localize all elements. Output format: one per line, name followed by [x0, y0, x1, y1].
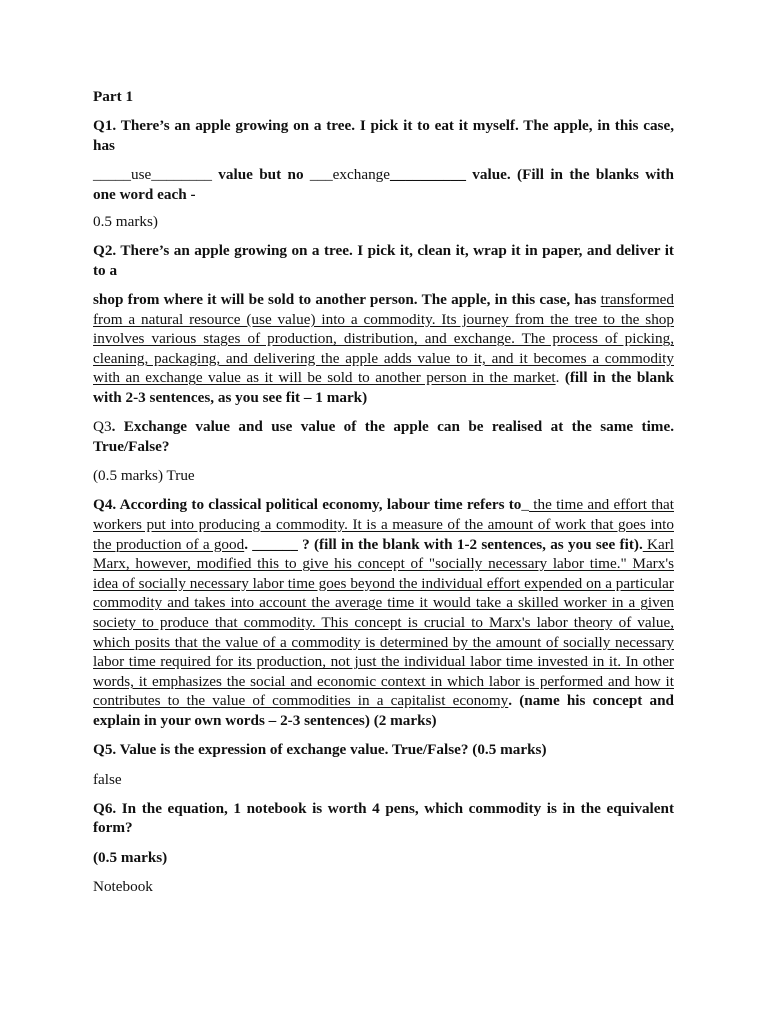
- q4-instruction-1: ? (fill in the blank with 1-2 sentences, as you see fit): [297, 535, 639, 553]
- q4-period-3: .: [508, 692, 513, 710]
- q4-answer-2a: Karl Marx, however, modified this to give his concept of: [93, 535, 675, 573]
- q1-blank-2-lead: ___: [309, 166, 333, 184]
- q5-answer: false: [93, 770, 122, 788]
- q1-blank-2-tail: __________: [390, 166, 466, 184]
- q6-marks: (0.5 marks): [93, 848, 168, 866]
- part-heading: Part 1: [93, 88, 134, 105]
- q2-period: .: [555, 369, 560, 387]
- q1-answer-2: exchange: [332, 166, 391, 184]
- q4-period-1: .: [244, 535, 249, 553]
- q4-underscore: _: [521, 496, 529, 514]
- q1-marks: 0.5 marks): [93, 212, 158, 230]
- q4-period-2: .: [638, 535, 643, 553]
- q1-answer-1: use: [130, 166, 152, 184]
- q2-answer: transformed from a natural resource (use value) into a commodity. Its journey from the tree to the shop involves various stages of production, distribution, and exchange. The process of picking, cleaning, packaging, and delivering the apple adds value to it, and it becomes a commodity with an exchange value as it will be sold to another person in the market: [93, 291, 674, 387]
- q1-mid-text: value but no: [211, 166, 310, 184]
- q3-text: . Exchange value and use value of the apple can be realised at the same time. True/False?: [93, 418, 674, 455]
- q4-question: Q4. According to classical political economy, labour time refers to: [93, 496, 522, 514]
- q1-blank-1-lead: _____: [93, 166, 131, 184]
- q2-answer-paragraph: [93, 290, 674, 408]
- q4-instruction-2: (name his concept and explain in your own words – 2-3 sentences) (2 marks): [93, 692, 674, 729]
- q3-label: Q3: [93, 418, 112, 436]
- q6-question: Q6. In the equation, 1 notebook is worth 4 pens, which commodity is in the equivalent form?: [93, 799, 674, 837]
- q5-question: Q5. Value is the expression of exchange value. True/False? (0.5 marks): [93, 741, 547, 759]
- q6-answer: Notebook: [93, 877, 153, 895]
- q1-instruction: value. (Fill in the blanks with one word each -: [93, 166, 674, 203]
- q4-paragraph: [93, 495, 674, 730]
- q2-question: Q2. There’s an apple growing on a tree. I pick it, clean it, wrap it in paper, and deliver it to a: [93, 242, 674, 279]
- q3-answer: (0.5 marks) True: [93, 467, 195, 485]
- q4-answer-2b: "socially necessary labor time." Marx's idea of socially necessary labor time goes beyond the individual effort expended on a particular commodity and takes into account the average time it would take a skilled worker in a given society to produce that commodity. This concept is crucial to Marx's labor theory of value, which posits that the value of a commodity is determined by the amount of socially necessary labor time required for its production, not just the individual labor time invested in it. In other words, it emphasizes the social and economic context in which labor is performed and how it contributes to the value of commodities in a capitalist economy: [93, 555, 674, 710]
- q4-blank: ______: [248, 535, 298, 553]
- q4-answer-1: the time and effort that workers put into producing a commodity. It is a measure of the amount of work that goes into the production of a good: [93, 496, 675, 553]
- q2-instruction: (fill in the blank with 2-3 sentences, as you see fit – 1 mark): [93, 369, 675, 406]
- q2-lead: shop from where it will be sold to another person. The apple, in this case, has: [93, 291, 597, 308]
- q1-answer-line: [93, 165, 674, 204]
- q1-question: Q1. There’s an apple growing on a tree. I pick it to eat it myself. The apple, in this case, has: [93, 117, 674, 154]
- q1-blank-1-tail: ________: [151, 166, 212, 184]
- document-body: [93, 87, 674, 906]
- q3-question: [93, 417, 674, 456]
